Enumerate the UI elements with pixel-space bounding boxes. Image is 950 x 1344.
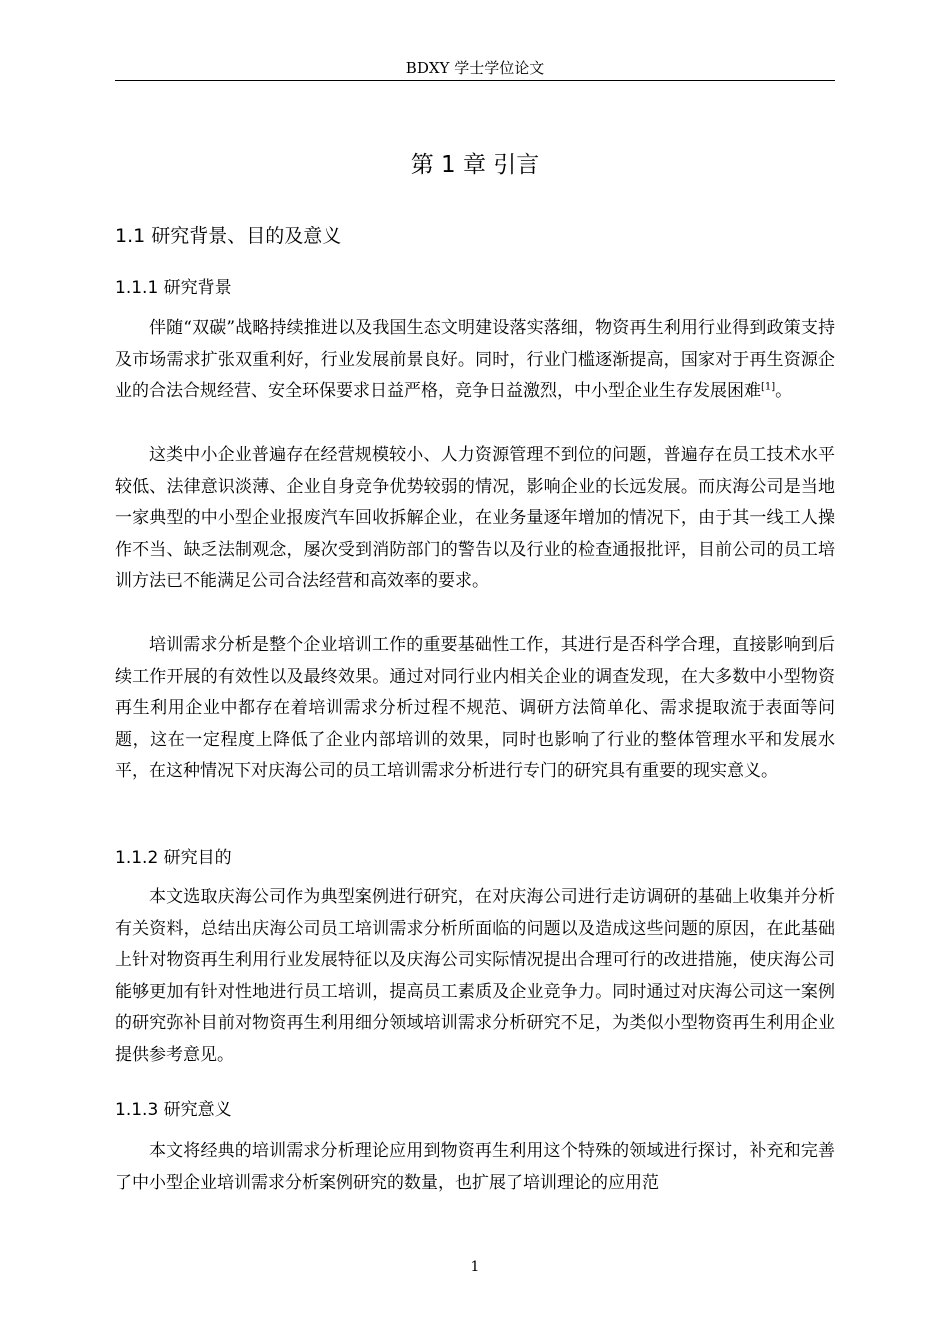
section-heading-1-1-1: 1.1.1 研究背景 [115,278,232,298]
chapter-title: 第 1 章 引言 [410,152,540,178]
paragraph-purpose: 本文选取庆海公司作为典型案例进行研究，在对庆海公司进行走访调研的基础上收集并分析有关资料，总结出庆海公司员工培训需求分析所面临的问题以及造成这些问题的原因，在此基础上针对物资再生利用行业发展特征以及庆海公司实际情况提出合理可行的改进措施，使庆海公司能够更加有针对性地进行员工培训，提高员工素质及企业竞争力。同时通过对庆海公司这一案例的研究弥补目前对物资再生利用细分领域培训需求分析研究不足，为类似小型物资再生利用企业提供参考意见。 [115,887,835,1065]
page-header [115,58,835,81]
citation-marker: [1] [761,381,776,393]
section-heading-1-1: 1.1 研究背景、目的及意义 [115,225,342,247]
paragraph-background-3: 培训需求分析是整个企业培训工作的重要基础性工作，其进行是否科学合理，直接影响到后续工作开展的有效性以及最终效果。通过对同行业内相关企业的调查发现，在大多数中小型物资再生利用企业中都存在着培训需求分析过程不规范、调研方法简单化、需求提取流于表面等问题，这在一定程度上降低了企业内部培训的效果，同时也影响了行业的整体管理水平和发展水平，在这种情况下对庆海公司的员工培训需求分析进行专门的研究具有重要的现实意义。 [115,635,835,781]
paragraph-significance: 本文将经典的培训需求分析理论应用到物资再生利用这个特殊的领域进行探讨，补充和完善了中小型企业培训需求分析案例研究的数量，也扩展了培训理论的应用范 [115,1141,835,1193]
paragraph-background-2: 这类中小企业普遍存在经营规模较小、人力资源管理不到位的问题，普遍存在员工技术水平较低、法律意识淡薄、企业自身竞争优势较弱的情况，影响企业的长远发展。而庆海公司是当地一家典型的中小型企业报废汽车回收拆解企业，在业务量逐年增加的情况下，由于其一线工人操作不当、缺乏法制观念，屡次受到消防部门的警告以及行业的检查通报批评，目前公司的员工培训方法已不能满足公司合法经营和高效率的要求。 [115,445,835,591]
paragraph-text: 伴随“双碳”战略持续推进以及我国生态文明建设落实落细，物资再生利用行业得到政策支持及市场需求扩张双重利好，行业发展前景良好。同时，行业门槛逐渐提高，国家对于再生资源企业的合法合规经营、安全环保要求日益严格，竞争日益激烈，中小型企业生存发展困难 [115,318,835,401]
paragraph-background-1 [115,313,835,408]
paragraph-end: 。 [775,381,793,401]
section-heading-1-1-3: 1.1.3 研究意义 [115,1100,232,1120]
header-title: BDXY 学士学位论文 [405,59,545,77]
page-number: 1 [470,1259,480,1275]
section-heading-1-1-2: 1.1.2 研究目的 [115,848,232,868]
